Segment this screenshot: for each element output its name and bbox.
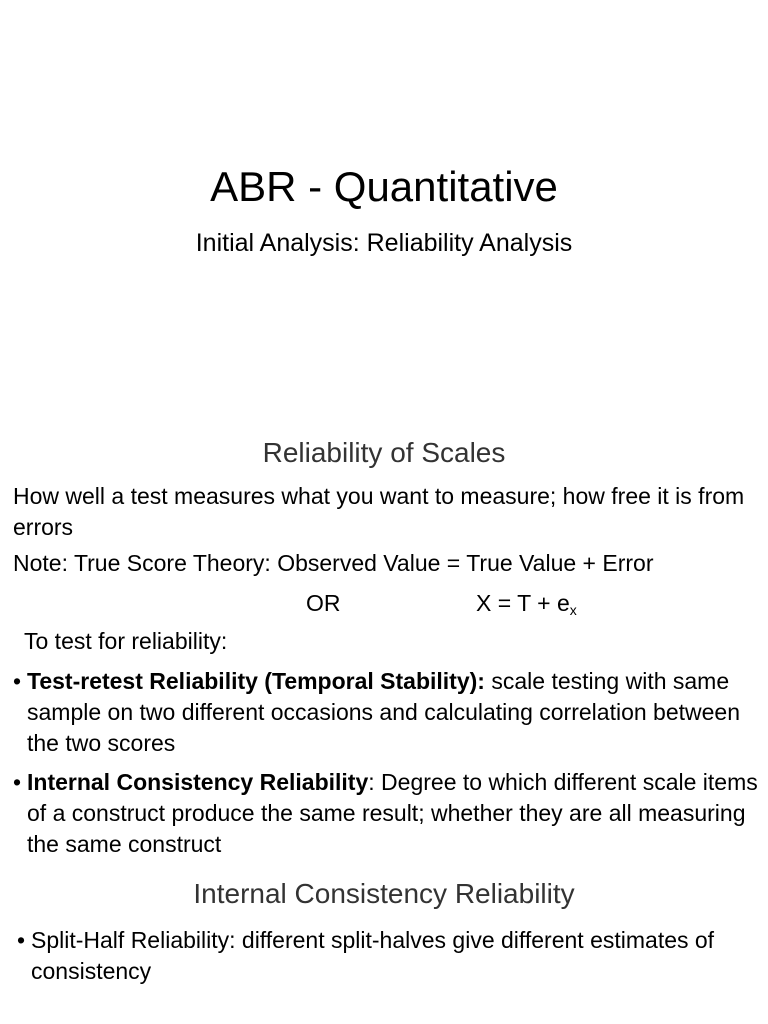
test-intro: To test for reliability: xyxy=(24,628,228,654)
definition-paragraph: How well a test measures what you want to measure; how free it is from errors xyxy=(13,483,745,540)
bullet-description: scale testing with same sample on two different occasions and calculating correlation between the two scores xyxy=(27,668,740,756)
bullet-term: Internal Consistency Reliability xyxy=(27,769,369,795)
true-score-note: Note: True Score Theory: Observed Value = True Value + Error xyxy=(13,550,654,576)
bullet-internal-consistency xyxy=(13,767,758,860)
bullet-description: : Degree to which different scale items of a construct produce the same result; whether they are all measuring the same construct xyxy=(27,769,758,857)
slide-title: ABR - Quantitative xyxy=(210,163,558,210)
bullet-description: Split-Half Reliability: different split-halves give different estimates of consistency xyxy=(31,927,715,984)
slide-subtitle: Initial Analysis: Reliability Analysis xyxy=(195,229,573,257)
bullet-icon: • xyxy=(13,668,22,694)
bullet-icon: • xyxy=(17,927,26,953)
section-heading-internal-consistency: Internal Consistency Reliability xyxy=(193,878,575,909)
bullet-icon: • xyxy=(13,769,22,795)
bullet-test-retest xyxy=(13,666,758,759)
bullet-term: Test-retest Reliability (Temporal Stability): xyxy=(27,668,485,694)
formula-main: X = T + e xyxy=(476,590,570,616)
section-heading-reliability-of-scales: Reliability of Scales xyxy=(262,437,506,468)
formula-subscript: x xyxy=(569,602,577,618)
bullet-split-half xyxy=(17,925,762,987)
formula xyxy=(476,588,577,626)
or-label: OR xyxy=(306,590,341,616)
